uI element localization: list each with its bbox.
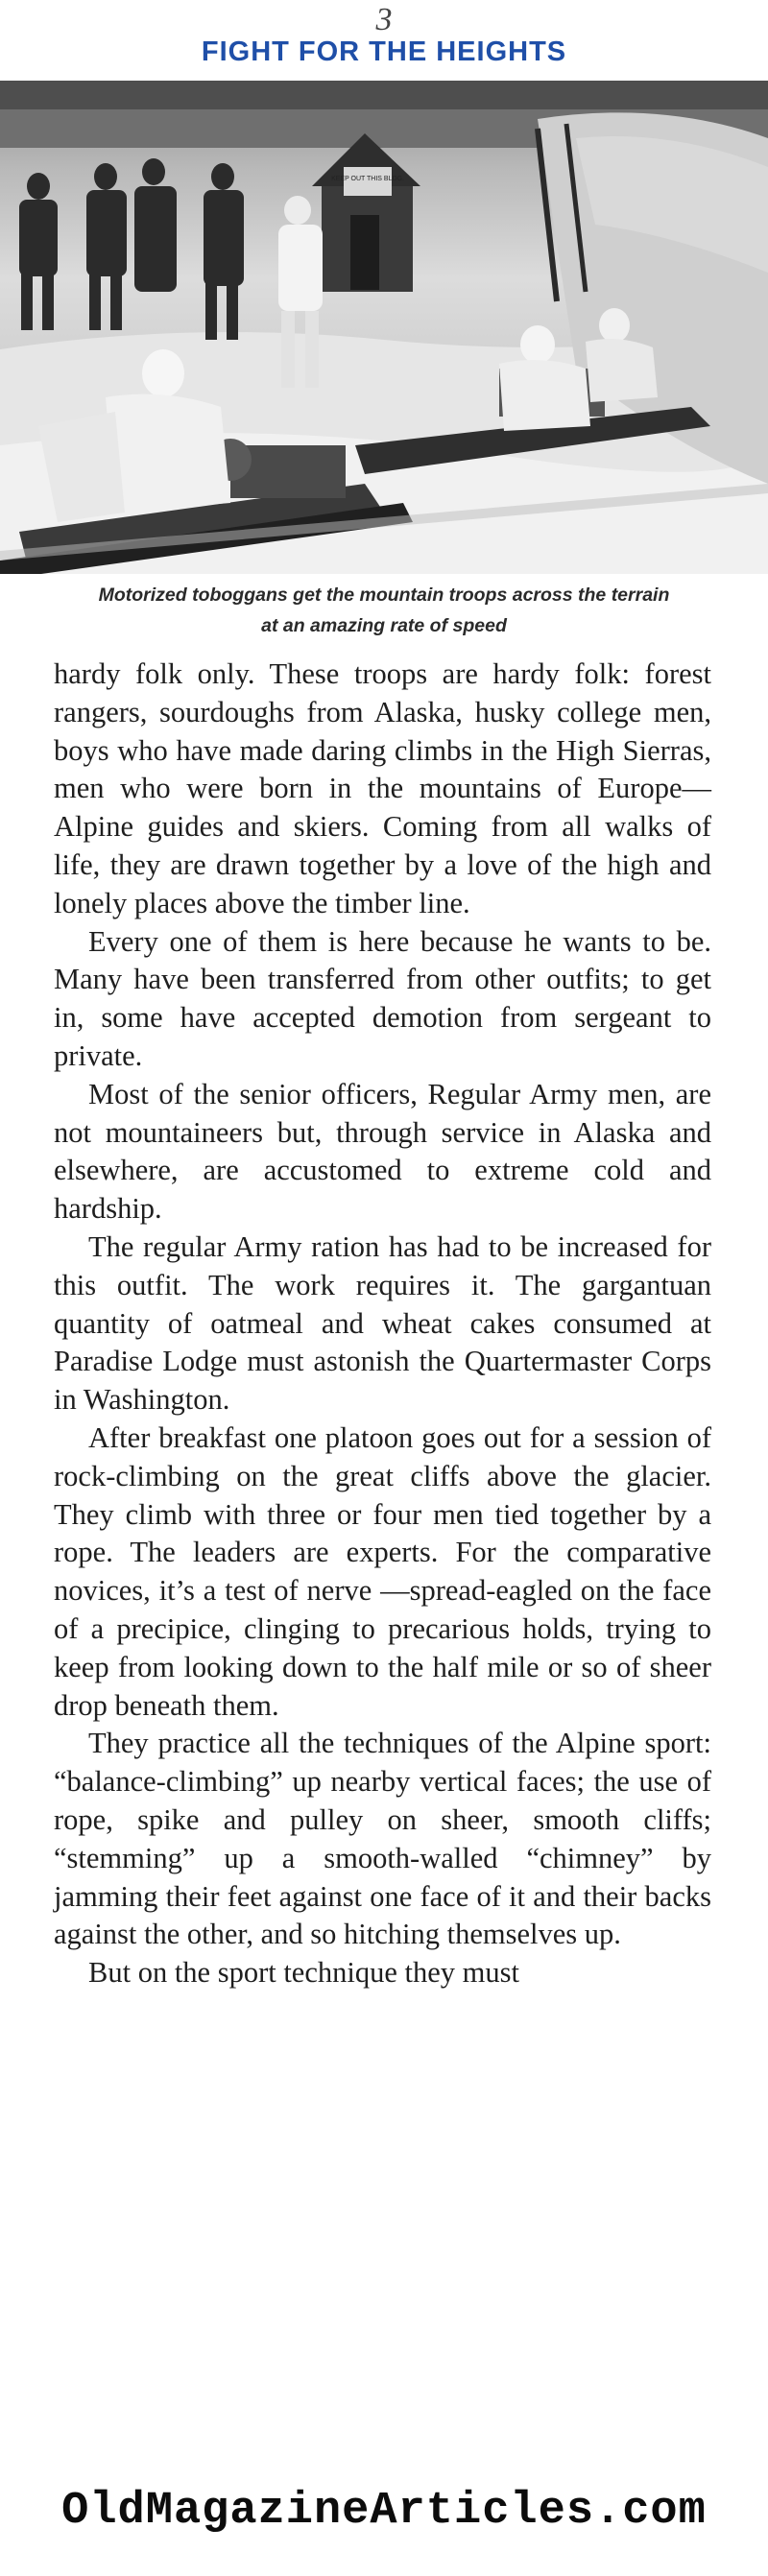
headline: FIGHT FOR THE HEIGHTS (201, 36, 567, 67)
article-paragraph: hardy folk only. These troops are hardy folk: forest rangers, sourdoughs from Alaska, husky college men, boys who have made daring climbs in the High Sierras, men who were born in the mountains of Europe—Alpine guides and skiers. Coming from all walks of life, they are drawn together by a love of the high and lonely places above the timber line. (54, 657, 711, 919)
photo-illustration (0, 81, 768, 574)
caption-line-2: at an amazing rate of speed (261, 615, 507, 636)
site-watermark: OldMagazineArticles.com (61, 2486, 707, 2537)
caption-line-1: Motorized toboggans get the mountain troops across the terrain (98, 584, 670, 606)
article-body (54, 656, 711, 1992)
article-paragraph: Every one of them is here because he wants to be. Many have been transferred from other outfits; to get in, some have accepted demotion from sergeant to private. (54, 924, 711, 1072)
hut-sign: KEEP OUT THIS BLDG. (331, 176, 404, 182)
page-number: 3 (375, 2, 393, 37)
article-paragraph: The regular Army ration has had to be increased for this outfit. The work requires it. The gargantuan quantity of oatmeal and wheat cakes consumed at Paradise Lodge must astonish the Quartermaster Corps in Washington. (54, 1229, 711, 1417)
photo-caption (0, 580, 768, 641)
article-paragraph: They practice all the techniques of the Alpine sport: “balance-climbing” up nearby vertical faces; the use of rope, spike and pulley on sheer, smooth cliffs; “stemming” up a smooth-walled “chimney” by jamming their feet against one face of it and their backs against the other, and so hitching themselves up. (54, 1727, 711, 1951)
article-paragraph: Most of the senior officers, Regular Army men, are not mountaineers but, through service in Alaska and elsewhere, are accustomed to extreme cold and hardship. (54, 1077, 711, 1226)
article-paragraph: But on the sport technique they must (88, 1956, 519, 1990)
article-paragraph: After breakfast one platoon goes out for a session of rock-climbing on the great cliffs above the glacier. They climb with three or four men tied together by a rope. The leaders are experts. For the comparative novices, it’s a test of nerve —spread-eagled on the face of a precipice, clinging to precarious holds, trying to keep from looking down to the half mile or so of sheer drop beneath them. (54, 1420, 711, 1722)
photo-motorized-toboggans (0, 81, 768, 574)
